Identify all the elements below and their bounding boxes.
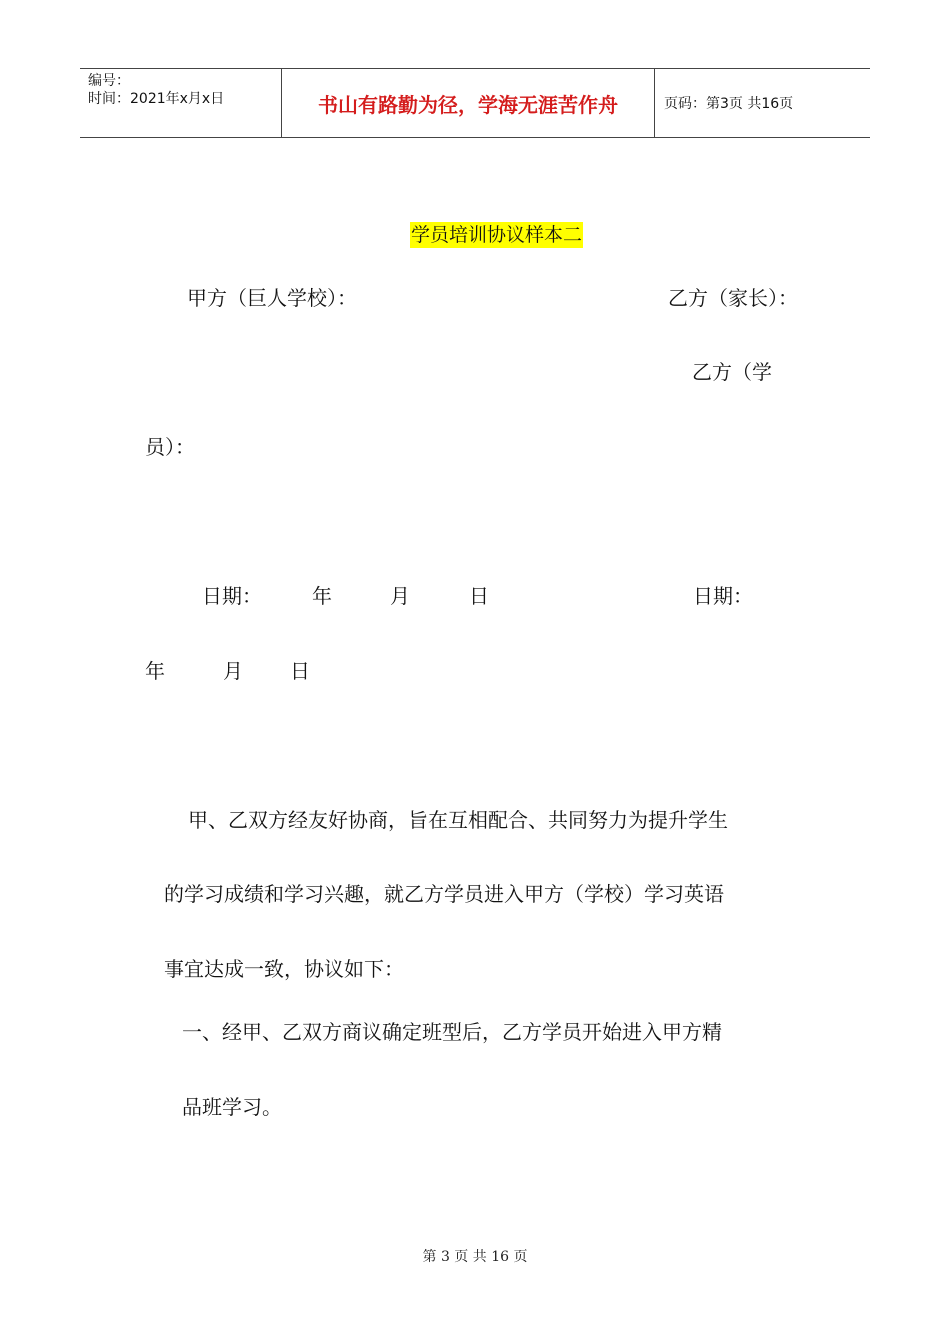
body-paragraph-line: 的学习成绩和学习兴趣，就乙方学员进入甲方（学校）学习英语	[164, 882, 724, 906]
party-b-parent-label: 乙方（家长）：	[668, 286, 798, 310]
page-footer: 第 3 页 共 16 页	[422, 1249, 528, 1265]
header-divider-right	[654, 69, 655, 137]
document-header	[80, 68, 870, 138]
clause-one-line: 一、经甲、乙双方商议确定班型后，乙方学员开始进入甲方精	[182, 1020, 722, 1044]
date-left-year: 年	[312, 584, 332, 608]
date-right-label: 日期：	[693, 584, 753, 608]
body-paragraph-line: 事宜达成一致，协议如下：	[164, 957, 404, 981]
date-right-year: 年	[145, 659, 165, 683]
date-right-month: 月	[223, 659, 243, 683]
date-right-day: 日	[290, 659, 310, 683]
body-paragraph-line: 甲、乙双方经友好协商，旨在互相配合、共同努力为提升学生	[188, 808, 728, 832]
date-left-month: 月	[390, 584, 410, 608]
date-left-label: 日期：	[202, 584, 262, 608]
party-b-student-label-line2: 员）：	[145, 435, 195, 459]
time-label: 时间：2021年x月x日	[88, 91, 225, 107]
header-motto: 书山有路勤为径，学海无涯苦作舟	[318, 92, 618, 117]
date-left-day: 日	[469, 584, 489, 608]
clause-one-line: 品班学习。	[182, 1095, 282, 1119]
party-a-label: 甲方（巨人学校）：	[187, 286, 357, 310]
document-title: 学员培训协议样本二	[411, 224, 583, 246]
party-b-student-label-line1: 乙方（学	[692, 360, 772, 384]
header-page-info: 页码：第3页 共16页	[664, 96, 794, 112]
number-label: 编号：	[88, 73, 130, 89]
